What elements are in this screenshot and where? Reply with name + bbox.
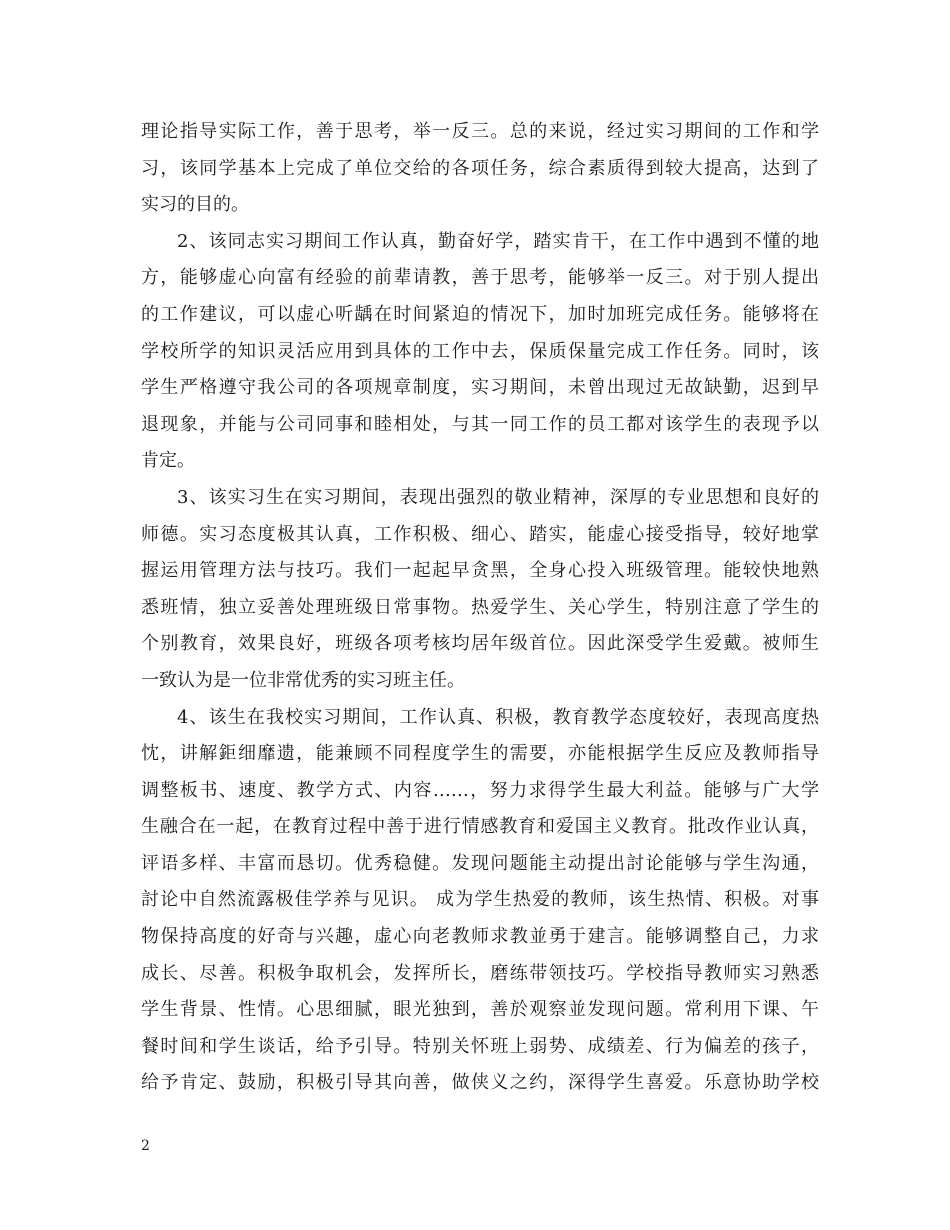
text-line: 物保持高度的好奇与兴趣，虚心向老教师求教並勇于建言。能够调整自己，力求 (141, 926, 819, 948)
text-line: 习，该同学基本上完成了单位交给的各项任务，综合素质得到较大提高，达到了 (141, 157, 819, 179)
text-line: 生融合在一起，在教育过程中善于进行情感教育和爱国主义教育。批改作业认真， (141, 816, 819, 838)
text-line: 评语多样、丰富而恳切。优秀稳健。发现问题能主动提出討论能够与学生沟通， (141, 852, 819, 874)
text-line: 实习的目的。 (141, 194, 249, 216)
text-line: 一致认为是一位非常优秀的实习班主任。 (141, 669, 465, 691)
text-line: 3、该实习生在实习期间，表现出强烈的敬业精神，深厚的专业思想和良好的 (177, 486, 819, 508)
text-line: 肯定。 (141, 450, 195, 472)
text-line: 4、该生在我校实习期间，工作认真、积极，教育教学态度较好，表现高度热 (177, 706, 819, 728)
text-line: 成长、尽善。积极争取机会，发挥所长，磨练带领技巧。学校指导教师实习熟悉 (141, 962, 819, 984)
text-line: 悉班情，独立妥善处理班级日常事物。热爱学生、关心学生，特别注意了学生的 (141, 596, 819, 618)
text-line: 餐时间和学生谈话，给予引导。特别关怀班上弱势、成绩差、行为偏差的孩子， (141, 1035, 819, 1057)
text-line: 学生严格遵守我公司的各项规章制度，实习期间，未曾出现过无故缺勤，迟到早 (141, 377, 819, 399)
text-line: 討论中自然流露极佳学养与见识。 成为学生热爱的教师，该生热情、积极。对事 (141, 889, 819, 911)
text-line: 学生背景、性情。心思细腻，眼光独到，善於观察並发现问题。常利用下课、午 (141, 999, 819, 1021)
text-line: 给予肯定、鼓励，积极引导其向善，做侠义之约，深得学生喜爱。乐意协助学校 (141, 1072, 819, 1094)
text-line: 2、该同志实习期间工作认真，勤奋好学，踏实肯干，在工作中遇到不懂的地 (177, 230, 819, 252)
text-line: 理论指导实际工作，善于思考，举一反三。总的来说，经过实习期间的工作和学 (141, 121, 819, 142)
text-line: 忱，讲解鉅细靡遗，能兼顾不同程度学生的需要，亦能根据学生反应及教师指导 (141, 743, 819, 765)
text-line: 退现象，并能与公司同事和睦相处，与其一同工作的员工都对该学生的表现予以 (141, 413, 819, 435)
text-line: 握运用管理方法与技巧。我们一起起早贪黑，全身心投入班级管理。能较快地熟 (141, 560, 819, 582)
page-number: 2 (141, 1138, 150, 1154)
text-line: 的工作建议，可以虚心听龋在时间紧迫的情况下，加时加班完成任务。能够将在 (141, 303, 819, 325)
text-line: 个别教育，效果良好，班级各项考核均居年级首位。因此深受学生爱戴。被师生 (141, 633, 819, 655)
text-line: 方，能够虚心向富有经验的前辈请教，善于思考，能够举一反三。对于别人提出 (141, 267, 819, 289)
text-line: 师德。实习态度极其认真，工作积极、细心、踏实，能虚心接受指导，较好地掌 (141, 523, 819, 545)
text-line: 调整板书、速度、教学方式、内容……，努力求得学生最大利益。能够与广大学 (141, 779, 819, 801)
text-line: 学校所学的知识灵活应用到具体的工作中去，保质保量完成工作任务。同时，该 (141, 340, 819, 362)
document-body (141, 114, 819, 1102)
